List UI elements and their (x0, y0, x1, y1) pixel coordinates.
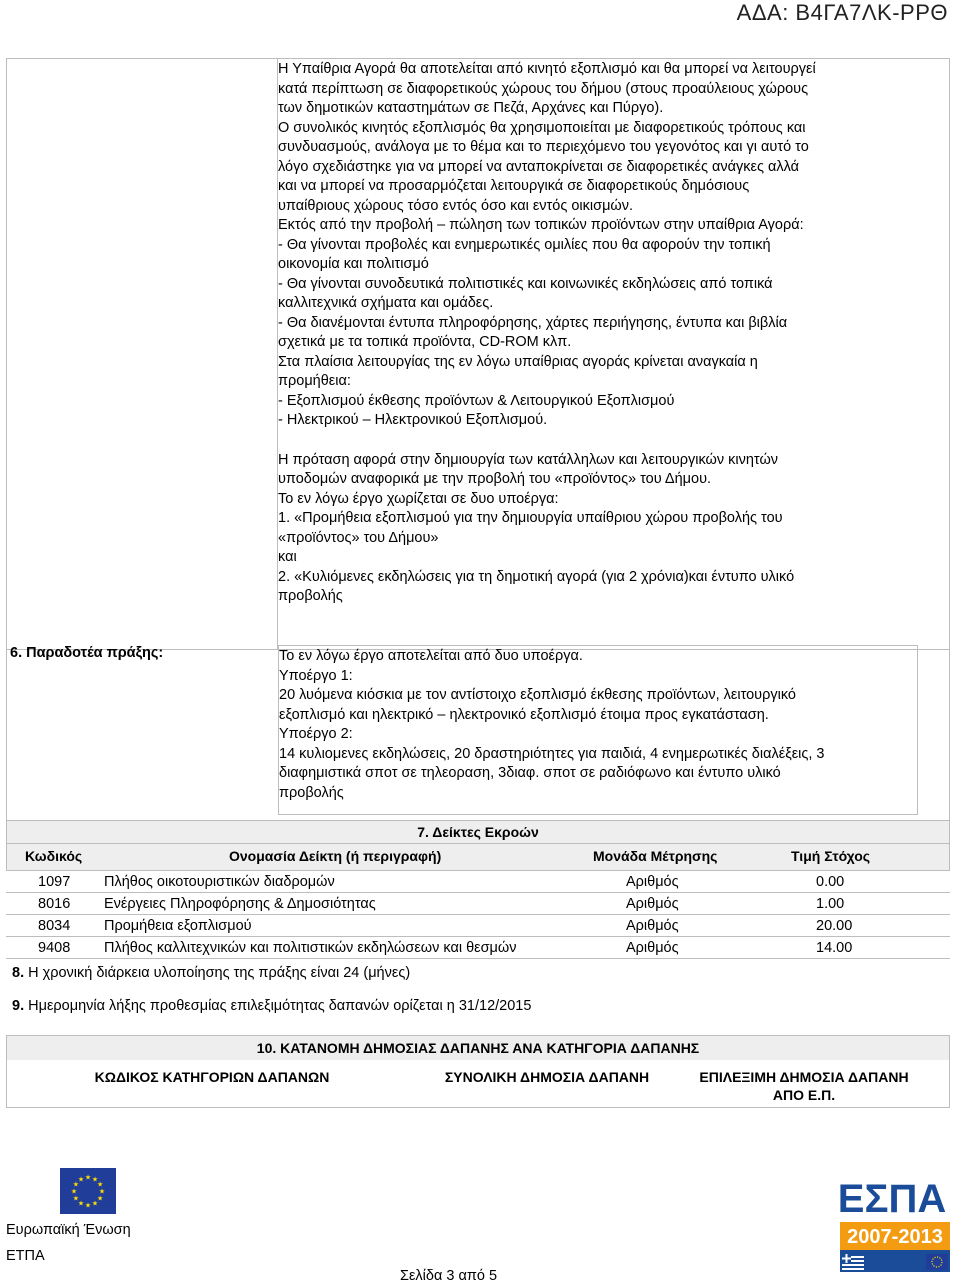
allocation-col-eligible (679, 1068, 929, 1104)
eu-star-icon: ★ (96, 1181, 104, 1189)
text-line: καλλιτεχνικά σχήματα και ομάδες. (278, 295, 494, 311)
allocation-col-eligible-line2: ΑΠΟ Ε.Π. (772, 1087, 836, 1103)
greek-flag-mini (842, 1254, 864, 1270)
text-line: Υποέργο 2: (279, 726, 353, 742)
text-line: και να μπορεί να προσαρμόζεται λειτουργικά σε διαφορετικούς δημόσιους (278, 178, 750, 194)
allocation-col-code: ΚΩΔΙΚΟΣ ΚΑΤΗΓΟΡΙΩΝ ΔΑΠΑΝΩΝ (94, 1069, 330, 1085)
kpi-cell-target: 14.00 (816, 940, 853, 956)
kpi-header-name: Ονομασία Δείκτη (ή περιγραφή) (229, 848, 442, 864)
kpi-cell-code: 9408 (38, 940, 71, 956)
kpi-header-unit: Μονάδα Μέτρησης (593, 848, 718, 864)
text-line: Το εν λόγω έργο χωρίζεται σε δυο υποέργα: (278, 490, 559, 507)
eu-star-icon: ★ (77, 1200, 85, 1208)
text-line: υπαίθριους χώρους τόσο εντός όσο και εντός οικισμών. (278, 197, 634, 214)
kpi-cell-code: 1097 (38, 874, 71, 890)
text-line: προμήθεια: (278, 373, 351, 389)
section8-text: Η χρονική διάρκεια υλοποίησης της πράξης είναι 24 (μήνες) (24, 965, 411, 981)
description-text (278, 60, 918, 607)
text-line: «προϊόντος» του Δήμου» (278, 529, 439, 546)
text-line: προβολής (279, 784, 344, 801)
espa-logo-icon (832, 1170, 954, 1274)
eu-star-icon: ★ (77, 1176, 85, 1184)
text-line: - Ηλεκτρικού – Ηλεκτρονικού Εξοπλισμού. (278, 412, 548, 428)
text-line: προβολής (278, 588, 343, 604)
eu-star-icon: ★ (91, 1176, 99, 1184)
kpi-cell-name: Πλήθος οικοτουριστικών διαδρομών (104, 874, 335, 890)
eu-star-icon: ★ (91, 1200, 99, 1208)
text-line: κατά περίπτωση σε διαφορετικούς χώρους του δήμου (στους προαύλειους χώρους (278, 80, 809, 97)
kpi-cell-code: 8016 (38, 896, 71, 912)
description-paragraph-1 (278, 60, 918, 431)
text-line: - Θα διανέμονται έντυπα πληροφόρησης, χάρτες περιήγησης, έντυπα και βιβλία (278, 314, 788, 331)
allocation-table (6, 1035, 950, 1108)
text-line: Εκτός από την προβολή – πώληση των τοπικών προϊόντων στην υπαίθρια Αγορά: (278, 217, 804, 233)
kpi-row (6, 871, 950, 893)
kpi-rows (6, 871, 950, 959)
eu-star-icon: ★ (84, 1174, 92, 1182)
kpi-cell-unit: Αριθμός (626, 896, 679, 912)
espa-logo-text: ΕΣΠΑ (837, 1177, 947, 1221)
kpi-cell-unit: Αριθμός (626, 874, 679, 890)
text-line: και (278, 549, 297, 565)
eu-flag-icon (60, 1168, 116, 1214)
text-line: σχετικά με τα τοπικά προϊόντα, CD-ROM κλπ. (278, 334, 572, 350)
eu-star-icon: ★ (84, 1202, 92, 1210)
kpi-title: 7. Δείκτες Εκροών (6, 820, 950, 844)
text-line: - Θα γίνονται συνοδευτικά πολιτιστικές και κοινωνικές εκδηλώσεις από τοπικά (278, 275, 773, 292)
text-line: Το εν λόγω έργο αποτελείται από δυο υποέργα. (279, 648, 583, 664)
page-number: Σελίδα 3 από 5 (400, 1268, 498, 1284)
eu-star-icon: ★ (70, 1188, 78, 1196)
espa-fund-label: ΕΤΠΑ (6, 1248, 45, 1264)
eu-star-icon: ★ (98, 1188, 106, 1196)
text-line: συνδυασμούς, ανάλογα με το θέμα και το περιεχόμενο του γεγονότος και γι αυτό το (278, 139, 809, 155)
eu-star-icon: ★ (72, 1181, 80, 1189)
text-line: - Θα γίνονται προβολές και ενημερωτικές ομιλίες που θα αφορούν την τοπική (278, 236, 771, 253)
text-line: Στα πλαίσια λειτουργίας της εν λόγω υπαίθριας αγοράς κρίνεται αναγκαία η (278, 353, 758, 370)
text-line: 1. «Προμήθεια εξοπλισμού για την δημιουργία υπαίθριου χώρου προβολής του (278, 510, 783, 526)
kpi-row (6, 893, 950, 915)
text-line: 20 λυόμενα κιόσκια με τον αντίστοιχο εξοπλισμό έκθεσης προϊόντων, λειτουργικό (279, 687, 796, 703)
section8-number: 8. (12, 965, 25, 981)
kpi-cell-unit: Αριθμός (626, 918, 679, 934)
ada-code: ΑΔΑ: Β4ΓΑ7ΛΚ-ΡΡΘ (736, 0, 948, 25)
allocation-col-eligible-line1: ΕΠΙΛΕΞΙΜΗ ΔΗΜΟΣΙΑ ΔΑΠΑΝΗ (699, 1069, 909, 1085)
text-line: οικονομία και πολιτισμό (278, 256, 429, 272)
allocation-title: 10. ΚΑΤΑΝΟΜΗ ΔΗΜΟΣΙΑΣ ΔΑΠΑΝΗΣ ΑΝΑ ΚΑΤΗΓΟΡΙΑ ΔΑΠΑΝΗΣ (7, 1036, 949, 1060)
text-line: Η Υπαίθρια Αγορά θα αποτελείται από κινητό εξοπλισμό και θα μπορεί να λειτουργεί (278, 61, 816, 77)
section9 (12, 998, 531, 1014)
allocation-col-total: ΣΥΝΟΛΙΚΗ ΔΗΜΟΣΙΑ ΔΑΠΑΝΗ (444, 1069, 650, 1085)
kpi-row-line (6, 958, 950, 959)
text-line: εξοπλισμό και ηλεκτρικό – ηλεκτρονικό εξοπλισμό έτοιμα προς εγκατάσταση. (279, 706, 769, 723)
kpi-cell-code: 8034 (38, 918, 71, 934)
section6-deliverables (278, 645, 918, 815)
section9-number: 9. (12, 998, 25, 1014)
kpi-header-row (6, 844, 950, 871)
section8 (12, 965, 410, 981)
kpi-row (6, 937, 950, 959)
kpi-header-target: Τιμή Στόχος (791, 848, 871, 864)
eu-label: Ευρωπαϊκή Ένωση (6, 1222, 131, 1238)
text-line: διαφημιστικά σποτ σε τηλεοραση, 3διαφ. σποτ σε ραδιόφωνο και έντυπο υλικό (279, 765, 781, 781)
text-line: Η πρόταση αφορά στην δημιουργία των κατάλληλων και λειτουργικών κινητών (278, 451, 779, 468)
section6-label: 6. Παραδοτέα πράξης: (10, 645, 164, 661)
espa-years-text: 2007-2013 (847, 1226, 943, 1248)
eu-star-icon: ★ (72, 1195, 80, 1203)
text-line: υποδομών αναφορικά με την προβολή του «προϊόντος» του Δήμου. (278, 471, 712, 487)
kpi-table (6, 820, 950, 965)
section9-text: Ημερομηνία λήξης προθεσμίας επιλεξιμότητας δαπανών ορίζεται η 31/12/2015 (24, 998, 532, 1014)
eu-star-icon: ★ (96, 1195, 104, 1203)
text-line: 2. «Κυλιόμενες εκδηλώσεις για τη δημοτική αγορά (για 2 χρόνια)και έντυπο υλικό (278, 568, 795, 585)
kpi-header-code: Κωδικός (25, 848, 83, 864)
text-line: Υποέργο 1: (279, 667, 353, 684)
kpi-cell-target: 1.00 (816, 896, 845, 912)
kpi-cell-target: 0.00 (816, 874, 845, 890)
kpi-cell-target: 20.00 (816, 918, 853, 934)
kpi-cell-unit: Αριθμός (626, 940, 679, 956)
kpi-cell-name: Πλήθος καλλιτεχνικών και πολιτιστικών εκδηλώσεων και θεσμών (104, 940, 517, 956)
kpi-row (6, 915, 950, 937)
text-line: λόγο σχεδιάστηκε για να μπορεί να ανταποκρίνεται σε διαφορετικές ανάγκες αλλά (278, 158, 800, 175)
text-line: 14 κυλιομενες εκδηλώσεις, 20 δραστηριότητες για παιδιά, 4 ενημερωτικές διαλέξεις, 3 (279, 745, 825, 762)
eu-flag-mini (926, 1254, 948, 1270)
kpi-cell-name: Προμήθεια εξοπλισμού (104, 918, 252, 934)
kpi-cell-name: Ενέργειες Πληροφόρησης & Δημοσιότητας (104, 896, 376, 912)
description-paragraph-2 (278, 451, 918, 607)
text-line: των δημοτικών καταστημάτων σε Πεζά, Αρχάνες και Πύργο). (278, 100, 664, 116)
text-line: - Εξοπλισμού έκθεσης προϊόντων & Λειτουργικού Εξοπλισμού (278, 392, 675, 409)
text-line: Ο συνολικός κινητός εξοπλισμός θα χρησιμοποιείται με διαφορετικούς τρόπους και (278, 119, 806, 136)
